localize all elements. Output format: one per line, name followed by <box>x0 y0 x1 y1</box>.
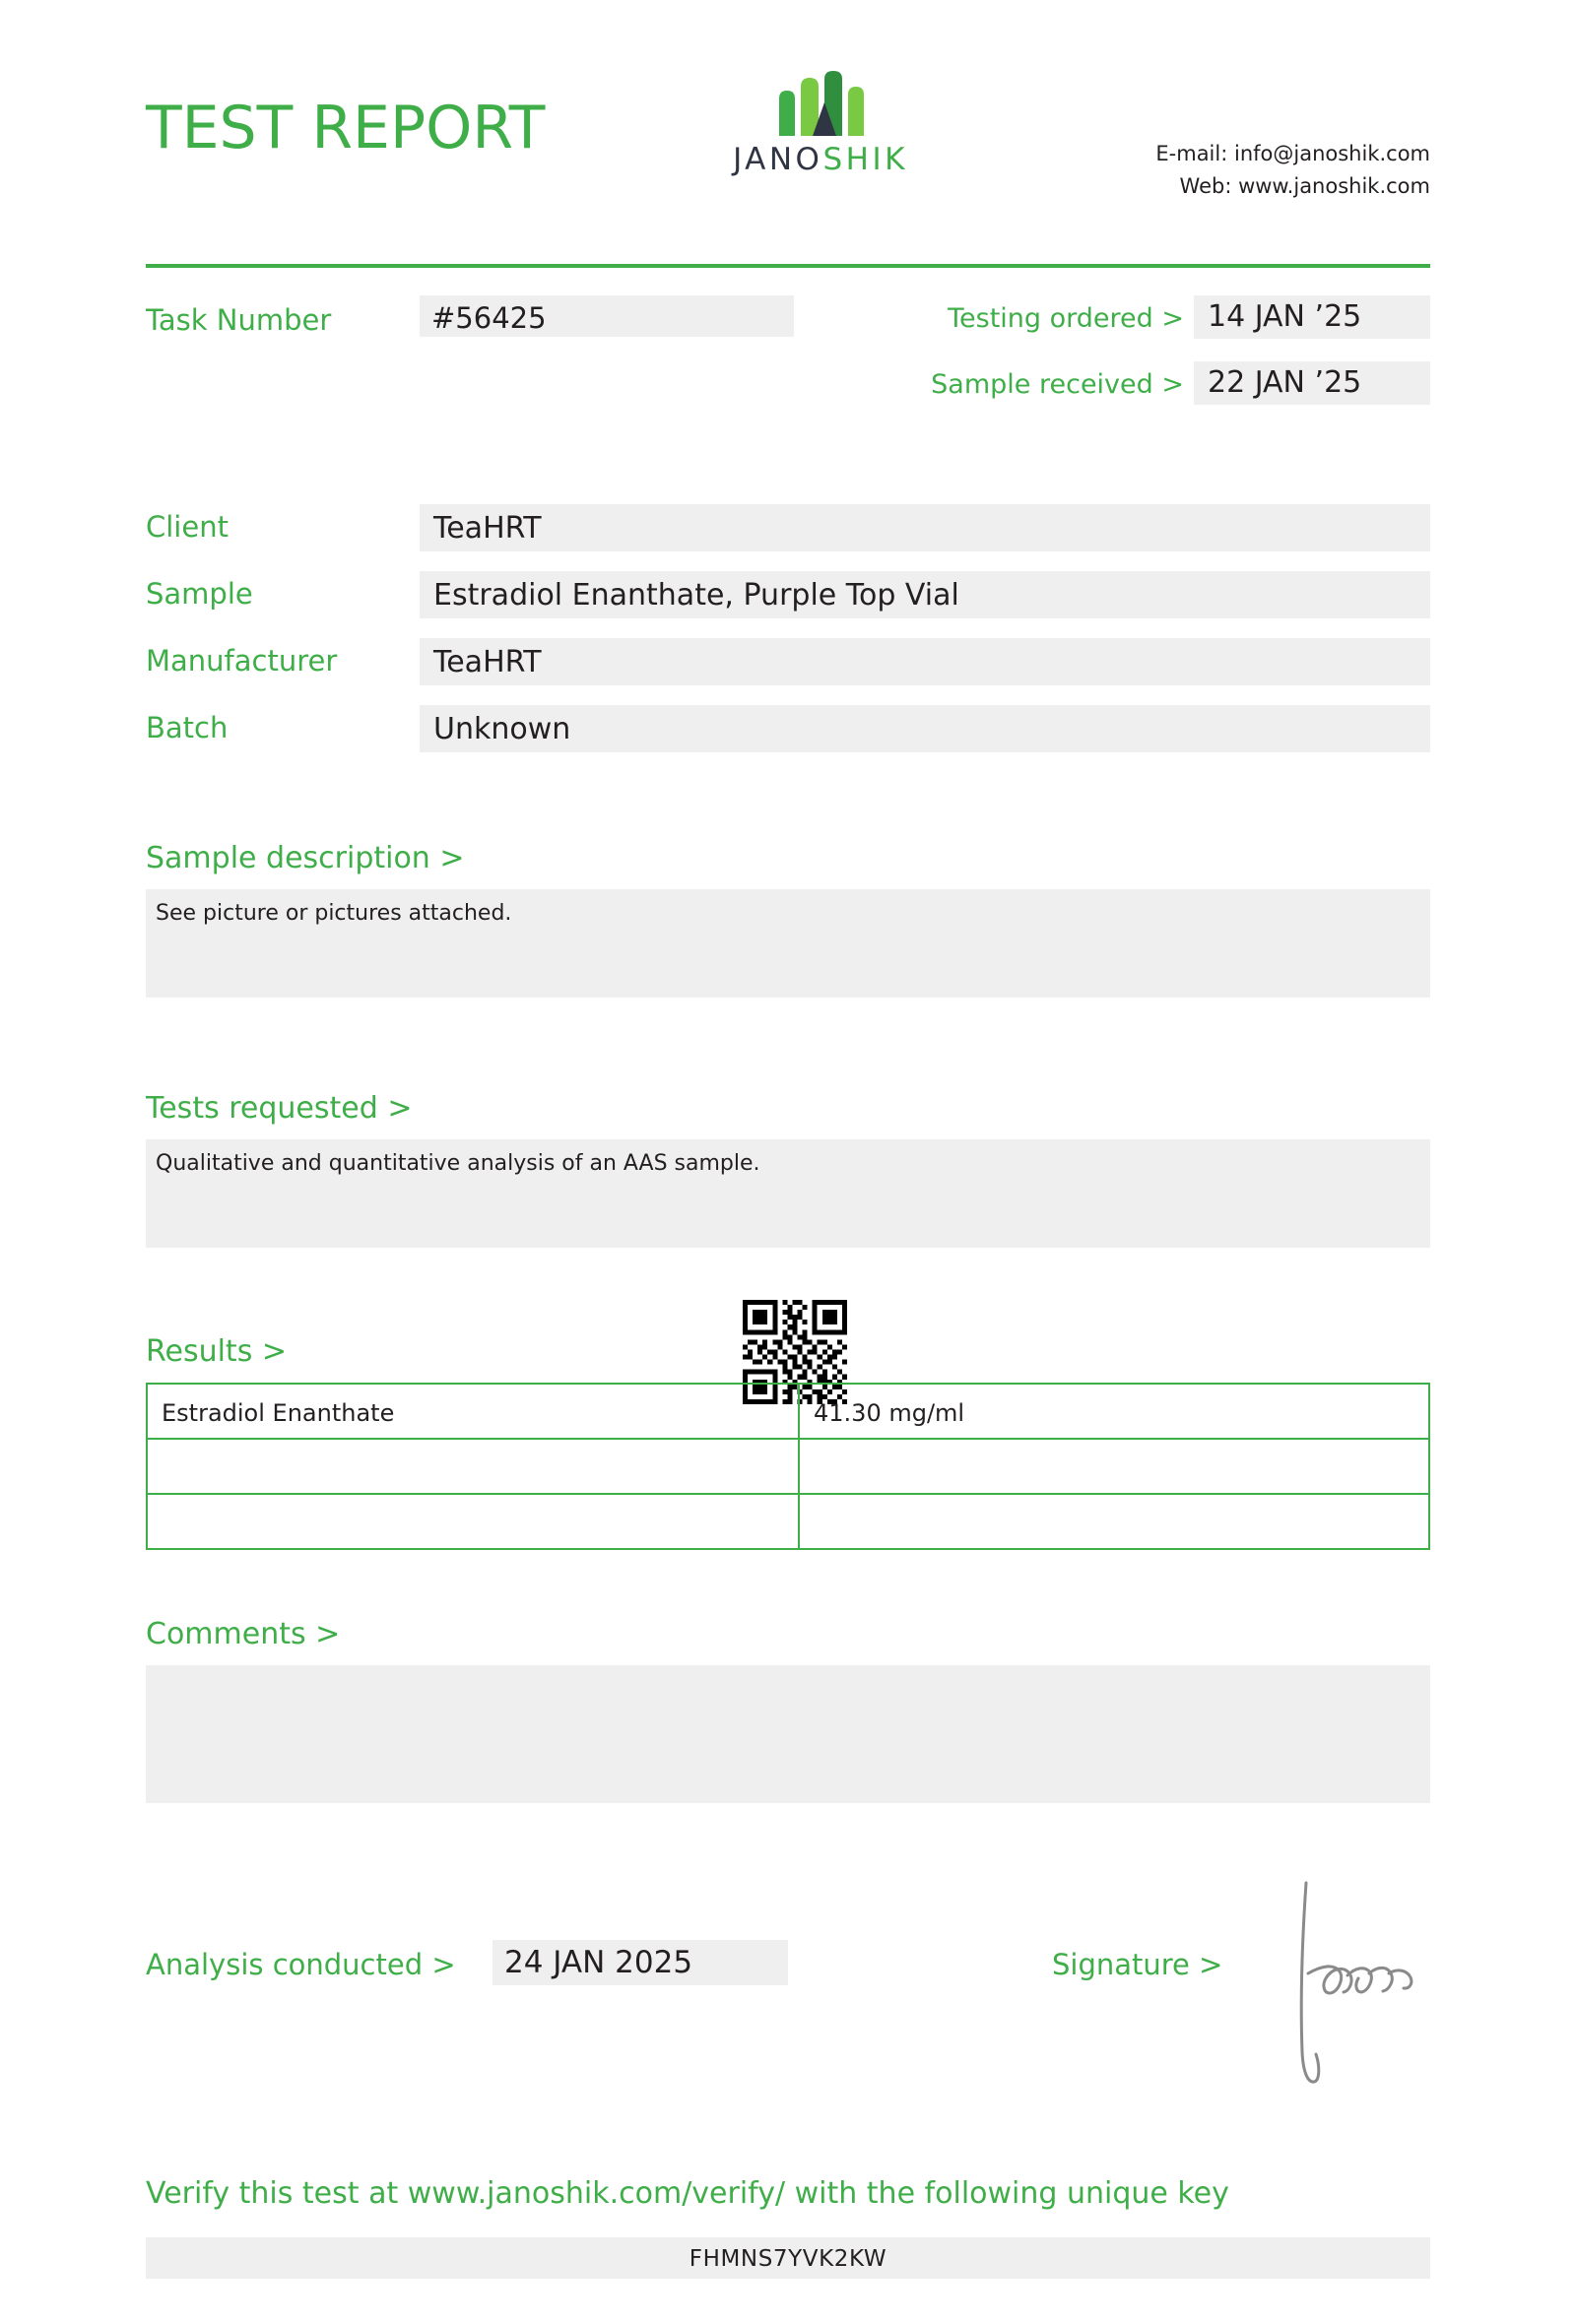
result-compound <box>147 1439 799 1494</box>
info-value-batch: Unknown <box>420 705 1430 752</box>
tests-requested-title: Tests requested > <box>146 1091 413 1126</box>
header-divider <box>146 264 1430 268</box>
result-amount <box>799 1439 1429 1494</box>
page-title: TEST REPORT <box>146 94 546 162</box>
info-label-manufacturer: Manufacturer <box>146 644 338 678</box>
task-number-label: Task Number <box>146 303 332 337</box>
tests-requested-text: Qualitative and quantitative analysis of an AAS sample. <box>146 1139 1430 1248</box>
info-label-sample: Sample <box>146 577 253 611</box>
sample-received-label: Sample received > <box>931 369 1184 400</box>
result-amount <box>799 1494 1429 1549</box>
info-value-manufacturer: TeaHRT <box>420 638 1430 685</box>
analysis-signature-row <box>146 1940 1430 2029</box>
sample-received-value: 22 JAN ’25 <box>1194 361 1430 405</box>
sample-info-table <box>146 504 1430 772</box>
task-row <box>146 295 1430 423</box>
result-amount: 41.30 mg/ml <box>799 1384 1429 1439</box>
info-row-manufacturer <box>146 638 1430 695</box>
info-value-sample: Estradiol Enanthate, Purple Top Vial <box>420 571 1430 618</box>
info-row-sample <box>146 571 1430 628</box>
janoshik-logo <box>692 69 949 177</box>
info-label-batch: Batch <box>146 711 229 744</box>
contact-email: E-mail: info@janoshik.com <box>1155 142 1430 165</box>
analysis-conducted-label: Analysis conducted > <box>146 1948 456 1981</box>
sample-description-section <box>146 841 1430 998</box>
table-row <box>147 1439 1429 1494</box>
sample-description-title: Sample description > <box>146 841 465 875</box>
signature-label: Signature > <box>1052 1948 1223 1981</box>
sample-description-text: See picture or pictures attached. <box>146 889 1430 998</box>
verify-text: Verify this test at www.janoshik.com/verify/ with the following unique key <box>146 2176 1229 2211</box>
comments-text <box>146 1665 1430 1803</box>
testing-ordered-value: 14 JAN ’25 <box>1194 295 1430 339</box>
comments-section <box>146 1617 1430 1803</box>
results-title: Results > <box>146 1334 287 1369</box>
report-content <box>146 0 1430 2272</box>
results-section <box>146 1334 1430 1550</box>
unique-key-value: FHMNS7YVK2KW <box>146 2237 1430 2279</box>
testing-ordered-label: Testing ordered > <box>948 303 1184 334</box>
task-number-value: #56425 <box>420 295 794 337</box>
info-value-client: TeaHRT <box>420 504 1430 551</box>
table-row <box>147 1384 1429 1439</box>
report-header <box>146 0 1430 198</box>
table-row <box>147 1494 1429 1549</box>
contact-web: Web: www.janoshik.com <box>1179 173 1430 198</box>
result-compound <box>147 1494 799 1549</box>
info-row-batch <box>146 705 1430 762</box>
logo-text-shik: SHIK <box>822 142 908 177</box>
logo-text-jano: JANO <box>733 142 823 177</box>
info-row-client <box>146 504 1430 561</box>
contact-block <box>1155 138 1430 202</box>
mountain-logo-icon <box>761 69 880 138</box>
tests-requested-section <box>146 1091 1430 1248</box>
comments-title: Comments > <box>146 1617 341 1651</box>
signature-image <box>1279 1871 1456 2098</box>
info-label-client: Client <box>146 510 229 544</box>
results-table <box>146 1383 1430 1550</box>
analysis-conducted-date: 24 JAN 2025 <box>492 1940 788 1985</box>
result-compound: Estradiol Enanthate <box>147 1384 799 1439</box>
logo-wordmark <box>692 142 949 177</box>
